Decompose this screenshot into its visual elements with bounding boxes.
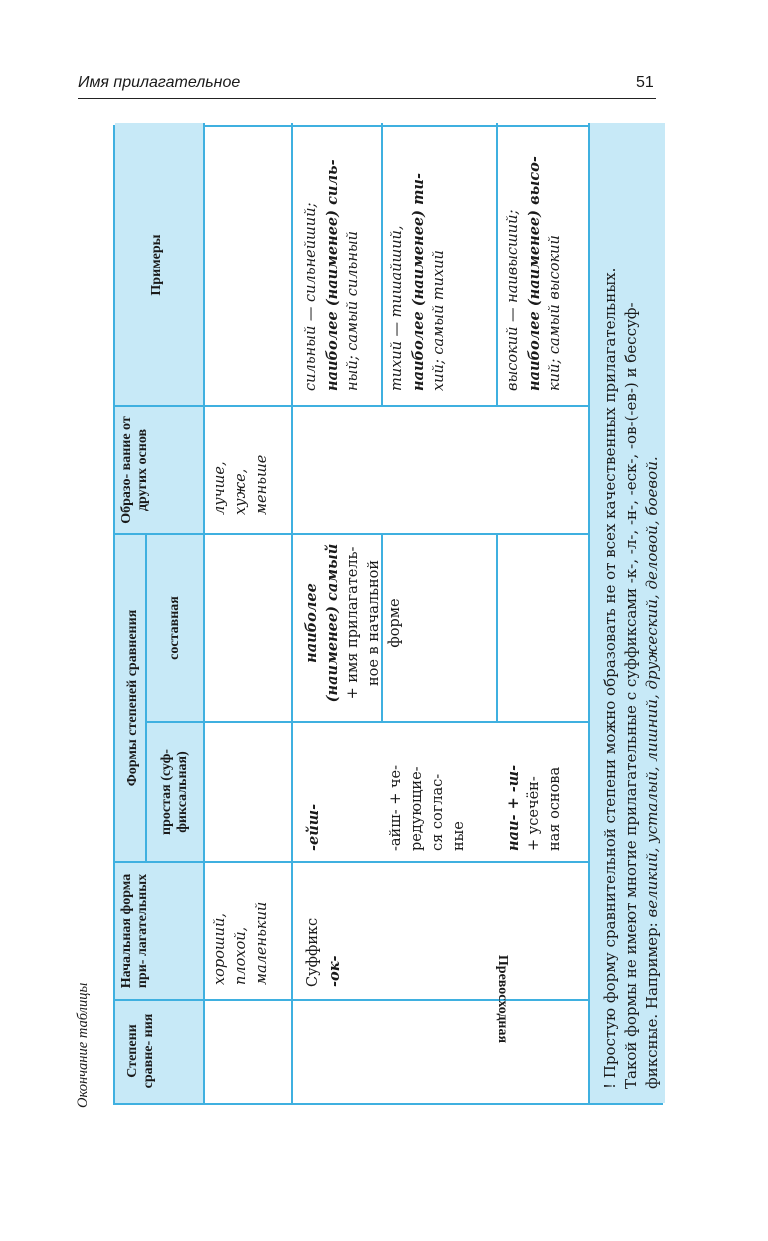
grid-line xyxy=(291,123,293,1103)
grid-line xyxy=(496,535,498,723)
row4-example: высокий — наивысший; наиболее (наименее) высо- кий; самый высокий xyxy=(505,156,563,391)
col-degrees-header: Степени сравне- ния xyxy=(125,1013,156,1089)
grid-line xyxy=(115,533,590,535)
grid-line xyxy=(115,405,590,407)
degree-label-superlative: Превосходная xyxy=(495,954,510,1044)
grid-line xyxy=(496,123,498,407)
row2-initial: Суффикс -ок- xyxy=(305,917,343,987)
grid-line xyxy=(145,535,147,863)
row4-simple-rule: наи- + -ш- + усечён- ная основа xyxy=(505,764,563,851)
row1-other-stems: лучше, хуже, меньше xyxy=(212,454,270,515)
table-caption: Окончание таблицы xyxy=(75,982,91,1108)
col-forms-group-header: Формы степеней сравнения xyxy=(125,609,140,787)
grid-line xyxy=(115,861,590,863)
col-compound-header: составная xyxy=(167,596,182,660)
running-header-title: Имя прилагательное xyxy=(78,74,241,91)
col-initial-header: Начальная форма при- лагательных xyxy=(119,873,150,989)
grid-line xyxy=(115,999,590,1001)
col-other-stems-header: Образо- вание от других основ xyxy=(119,416,150,524)
page-number: 51 xyxy=(636,74,654,91)
grid-line xyxy=(203,123,205,1103)
comparison-table xyxy=(113,125,663,1105)
note-line-2: Такой формы не имеют многие прилагательные с суффиксами -к-, -л-, -н-, -еск-, -ов-(-ев-) и бессуф- xyxy=(622,302,640,1089)
grid-line xyxy=(145,721,590,723)
col-simple-header: простая (суф- фиксальная) xyxy=(159,749,190,835)
header-rule xyxy=(78,98,656,99)
note-line-1: ! Простую форму сравнительной степени можно образовать не от всех качественных прилагательных. xyxy=(601,267,619,1089)
row2-compound-form: наиболее (наименее) самый + имя прилагатель- ное в начальной форме xyxy=(303,543,403,703)
col-examples-header: Примеры xyxy=(149,234,164,296)
row2-example: сильный — сильнейший; наиболее (наименее) силь- ный; самый сильный xyxy=(303,159,361,391)
row1-initial-forms: хороший, плохой, маленький xyxy=(212,901,270,985)
grid-line xyxy=(381,123,383,407)
row2-simple-suffix: -ейш- xyxy=(305,803,322,851)
row3-example: тихий — тишайший, наиболее (наименее) ти- хий; самый тихий xyxy=(389,173,447,391)
rotated-table-block xyxy=(75,125,663,1108)
note-box xyxy=(590,123,665,1103)
note-line-3: фиксные. Например: великий, усталый, лишний, дружеский, деловой, боевой. xyxy=(643,456,661,1089)
row3-simple-rule: -айш- + че- редующие- ся соглас- ные xyxy=(388,764,467,851)
